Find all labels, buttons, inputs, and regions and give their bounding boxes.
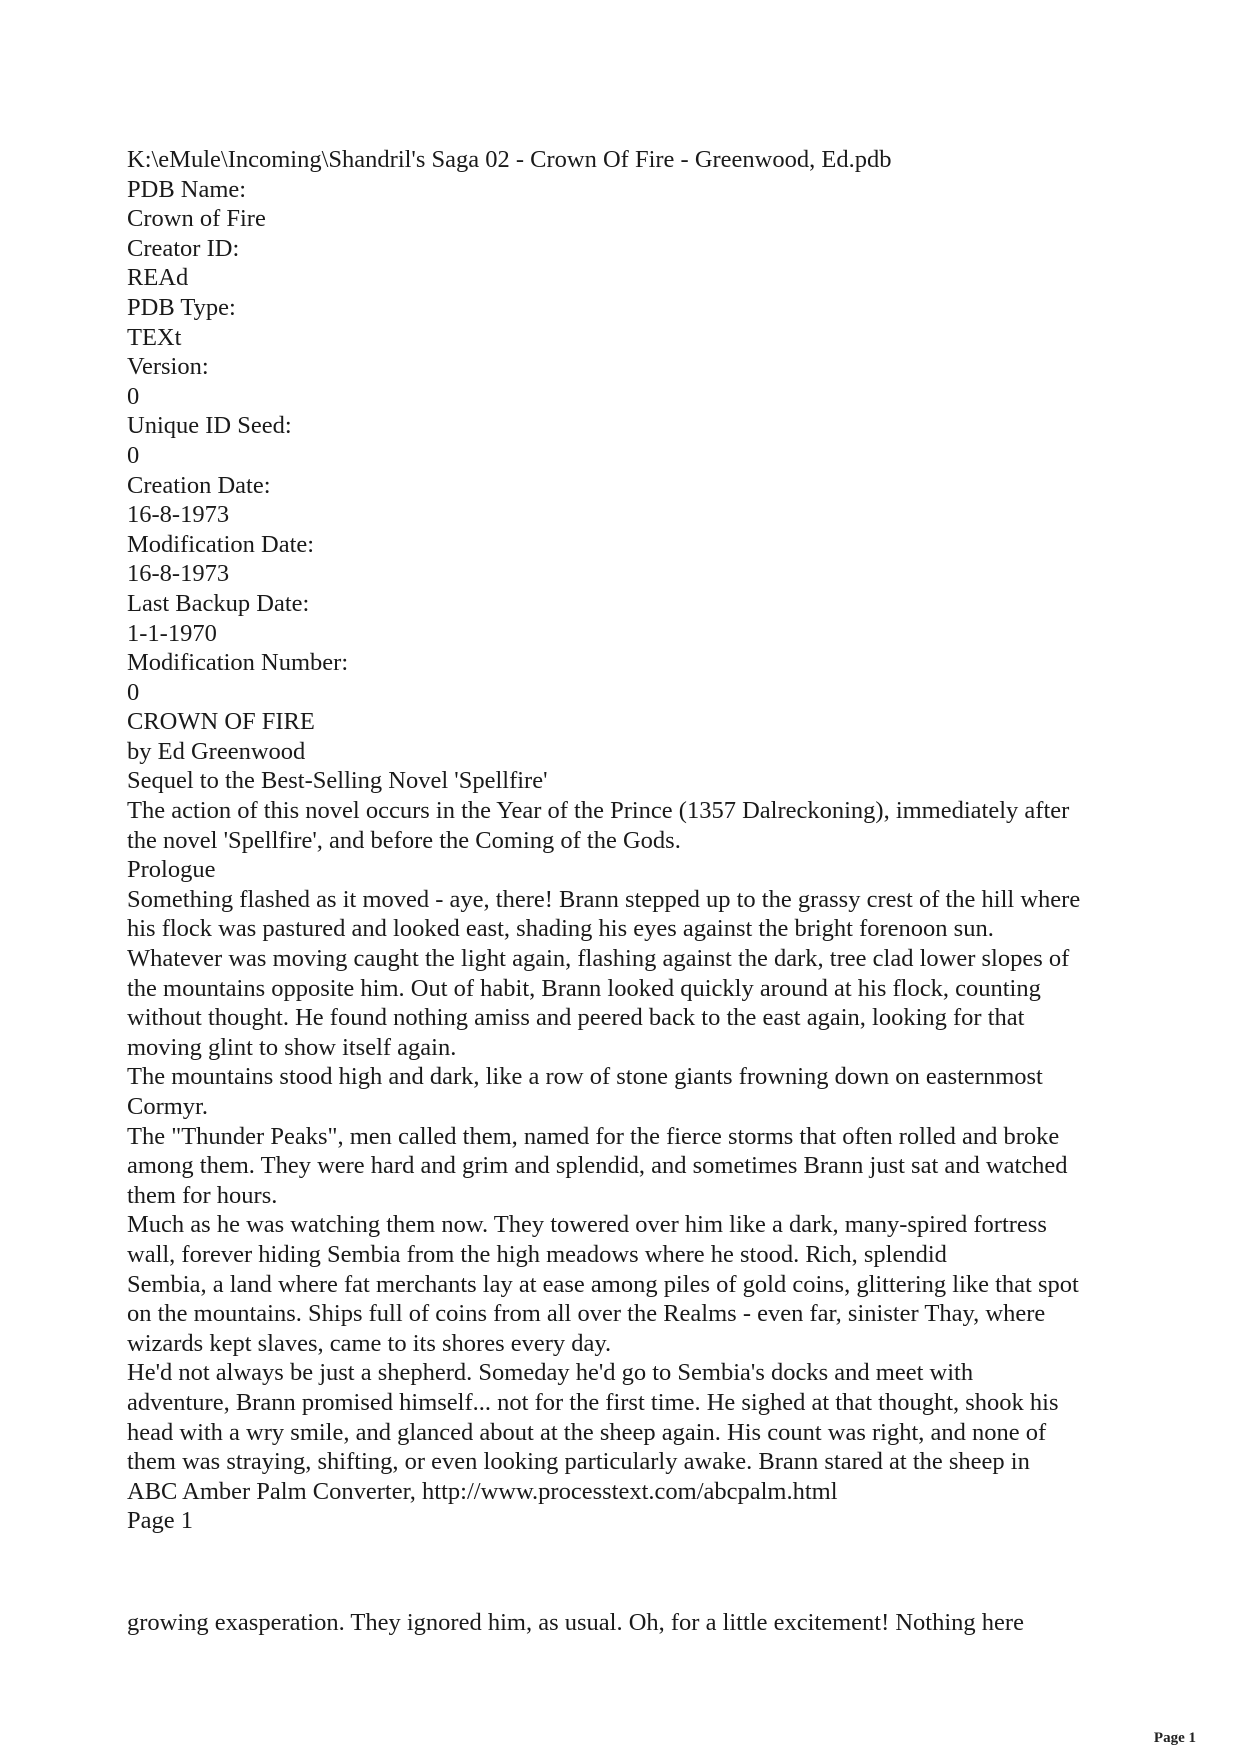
text-line: wall, forever hiding Sembia from the high meadows where he stood. Rich, splendid <box>127 1240 947 1268</box>
text-line: adventure, Brann promised himself... not for the first time. He sighed at that thought, shook his <box>127 1388 1059 1416</box>
text-line: them for hours. <box>127 1181 278 1209</box>
text-line: them was straying, shifting, or even looking particularly awake. Brann stared at the sheep in <box>127 1448 1030 1476</box>
text-line: REAd <box>127 264 189 292</box>
text-line: Crown of Fire <box>127 205 266 233</box>
text-line: on the mountains. Ships full of coins from all over the Realms - even far, sinister Thay, where <box>127 1300 1046 1328</box>
text-line: Version: <box>127 353 209 381</box>
text-line: Sembia, a land where fat merchants lay at ease among piles of gold coins, glittering like that spot <box>127 1270 1079 1298</box>
text-line: 0 <box>127 678 140 706</box>
text-line: Creation Date: <box>127 471 271 499</box>
text-line: ABC Amber Palm Converter, http://www.processtext.com/abcpalm.html <box>127 1477 838 1505</box>
text-line: the novel 'Spellfire', and before the Coming of the Gods. <box>127 826 681 854</box>
text-line: growing exasperation. They ignored him, as usual. Oh, for a little excitement! Nothing here <box>127 1608 1024 1636</box>
text-line: 16-8-1973 <box>127 501 230 529</box>
text-line: Something flashed as it moved - aye, there! Brann stepped up to the grassy crest of the hill where <box>127 885 1081 913</box>
text-line: Modification Date: <box>127 530 315 558</box>
text-line: The mountains stood high and dark, like a row of stone giants frowning down on easternmost <box>127 1063 1043 1091</box>
text-line: Page 1 <box>127 1507 193 1535</box>
text-line: Whatever was moving caught the light again, flashing against the dark, tree clad lower slopes of <box>127 945 1070 973</box>
text-line: Sequel to the Best-Selling Novel 'Spellfire' <box>127 767 548 795</box>
text-line: Creator ID: <box>127 234 240 262</box>
text-line: 16-8-1973 <box>127 560 230 588</box>
text-line: moving glint to show itself again. <box>127 1033 457 1061</box>
text-block-bottom <box>127 1608 1137 1638</box>
document-body <box>127 145 1137 1638</box>
text-line: The "Thunder Peaks", men called them, named for the fierce storms that often rolled and broke <box>127 1122 1060 1150</box>
text-line: Cormyr. <box>127 1093 208 1120</box>
text-line: without thought. He found nothing amiss and peered back to the east again, looking for that <box>127 1004 1025 1032</box>
text-line: Prologue <box>127 856 216 884</box>
text-line: wizards kept slaves, came to its shores every day. <box>127 1329 612 1357</box>
text-line: among them. They were hard and grim and splendid, and sometimes Brann just sat and watched <box>127 1152 1068 1180</box>
text-line: Unique ID Seed: <box>127 412 292 440</box>
text-line: He'd not always be just a shepherd. Someday he'd go to Sembia's docks and meet with <box>127 1359 974 1387</box>
text-line: 0 <box>127 382 140 410</box>
text-line: his flock was pastured and looked east, shading his eyes against the bright forenoon sun. <box>127 915 994 943</box>
text-line: 0 <box>127 441 140 469</box>
text-line: CROWN OF FIRE <box>127 708 315 736</box>
page-number-footer: Page 1 <box>1153 1730 1196 1746</box>
text-line: PDB Name: <box>127 175 247 203</box>
text-line: Modification Number: <box>127 649 349 677</box>
text-line: K:\eMule\Incoming\Shandril's Saga 02 - Crown Of Fire - Greenwood, Ed.pdb <box>127 146 892 173</box>
text-line: The action of this novel occurs in the Year of the Prince (1357 Dalreckoning), immediately after <box>127 797 1070 825</box>
text-line: head with a wry smile, and glanced about at the sheep again. His count was right, and none of <box>127 1418 1047 1446</box>
text-block-top <box>127 145 1137 1536</box>
text-line: TEXt <box>127 323 182 351</box>
text-line: Much as he was watching them now. They towered over him like a dark, many-spired fortress <box>127 1211 1047 1239</box>
text-line: the mountains opposite him. Out of habit, Brann looked quickly around at his flock, counting <box>127 974 1041 1002</box>
text-line: 1-1-1970 <box>127 619 217 647</box>
page-break-gap <box>127 1536 1137 1608</box>
text-line: PDB Type: <box>127 293 236 321</box>
text-line: Last Backup Date: <box>127 589 310 617</box>
text-line: by Ed Greenwood <box>127 737 306 765</box>
